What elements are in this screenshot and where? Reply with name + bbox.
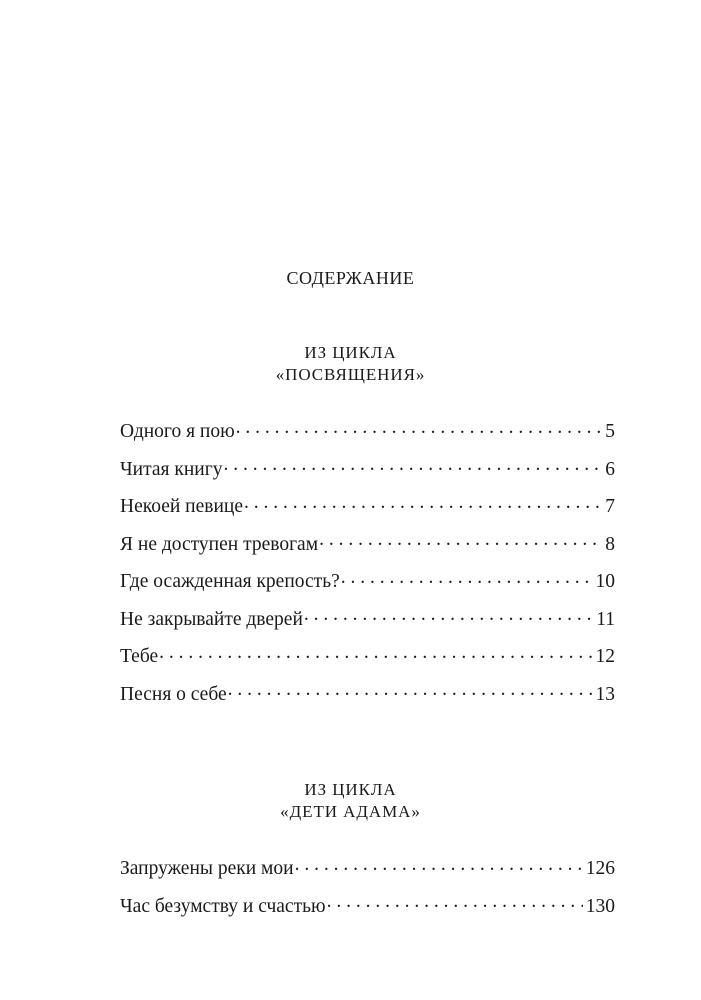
dot-leader xyxy=(327,892,583,912)
toc-entry-page: 5 xyxy=(605,421,615,443)
section-heading-1 xyxy=(0,342,701,387)
toc-entry-page: 130 xyxy=(585,895,615,917)
dot-leader xyxy=(223,455,602,475)
toc-entry[interactable] xyxy=(120,892,615,930)
toc-entry-list-1 xyxy=(120,418,615,718)
section-heading-1-line-2: «ПОСВЯЩЕНИЯ» xyxy=(275,365,426,385)
dot-leader xyxy=(236,418,603,438)
toc-entry-title: Читая книгу xyxy=(120,458,223,480)
section-heading-2 xyxy=(0,779,701,824)
toc-entry-title: Одного я пою xyxy=(120,421,235,443)
toc-entry-page: 13 xyxy=(595,683,615,705)
toc-entry[interactable] xyxy=(120,530,615,568)
toc-entry-title: Я не доступен тревогам xyxy=(120,533,319,555)
toc-entry[interactable] xyxy=(120,568,615,606)
toc-entry[interactable] xyxy=(120,455,615,493)
dot-leader xyxy=(295,855,583,875)
section-heading-1-line-1: ИЗ ЦИКЛА xyxy=(304,343,397,362)
toc-entry-title: Не закрывайте дверей xyxy=(120,608,303,630)
toc-entry-page: 12 xyxy=(595,646,615,668)
toc-entry[interactable] xyxy=(120,680,615,718)
toc-entry-title: Песня о себе xyxy=(120,683,227,705)
toc-entry-title: Некоей певице xyxy=(120,496,243,518)
dot-leader xyxy=(159,643,592,663)
page-title: содержание xyxy=(286,263,415,290)
dot-leader xyxy=(228,680,593,700)
toc-entry-title: Час безумству и счастью xyxy=(120,895,326,917)
toc-entry-page: 8 xyxy=(605,533,615,555)
toc-entry[interactable] xyxy=(120,418,615,456)
toc-entry[interactable] xyxy=(120,493,615,531)
toc-entry-page: 126 xyxy=(585,858,615,880)
dot-leader xyxy=(304,605,593,625)
toc-entry[interactable] xyxy=(120,855,615,893)
toc-entry[interactable] xyxy=(120,643,615,681)
toc-entry-page: 6 xyxy=(605,458,615,480)
dot-leader xyxy=(244,493,602,513)
toc-entry-page: 7 xyxy=(605,496,615,518)
section-heading-2-line-1: ИЗ ЦИКЛА xyxy=(304,779,397,799)
toc-entry-list-2 xyxy=(120,855,615,930)
toc-entry-title: Запружены реки мои xyxy=(120,858,294,880)
toc-entry[interactable] xyxy=(120,605,615,643)
dot-leader xyxy=(319,530,602,550)
dot-leader xyxy=(341,568,593,588)
section-heading-2-line-2: «ДЕТИ АДАМА» xyxy=(280,802,421,822)
toc-entry-title: Где осажденная крепость? xyxy=(120,571,340,593)
toc-entry-title: Тебе xyxy=(120,646,159,668)
toc-entry-page: 10 xyxy=(595,571,615,593)
toc-entry-page: 11 xyxy=(596,608,615,630)
